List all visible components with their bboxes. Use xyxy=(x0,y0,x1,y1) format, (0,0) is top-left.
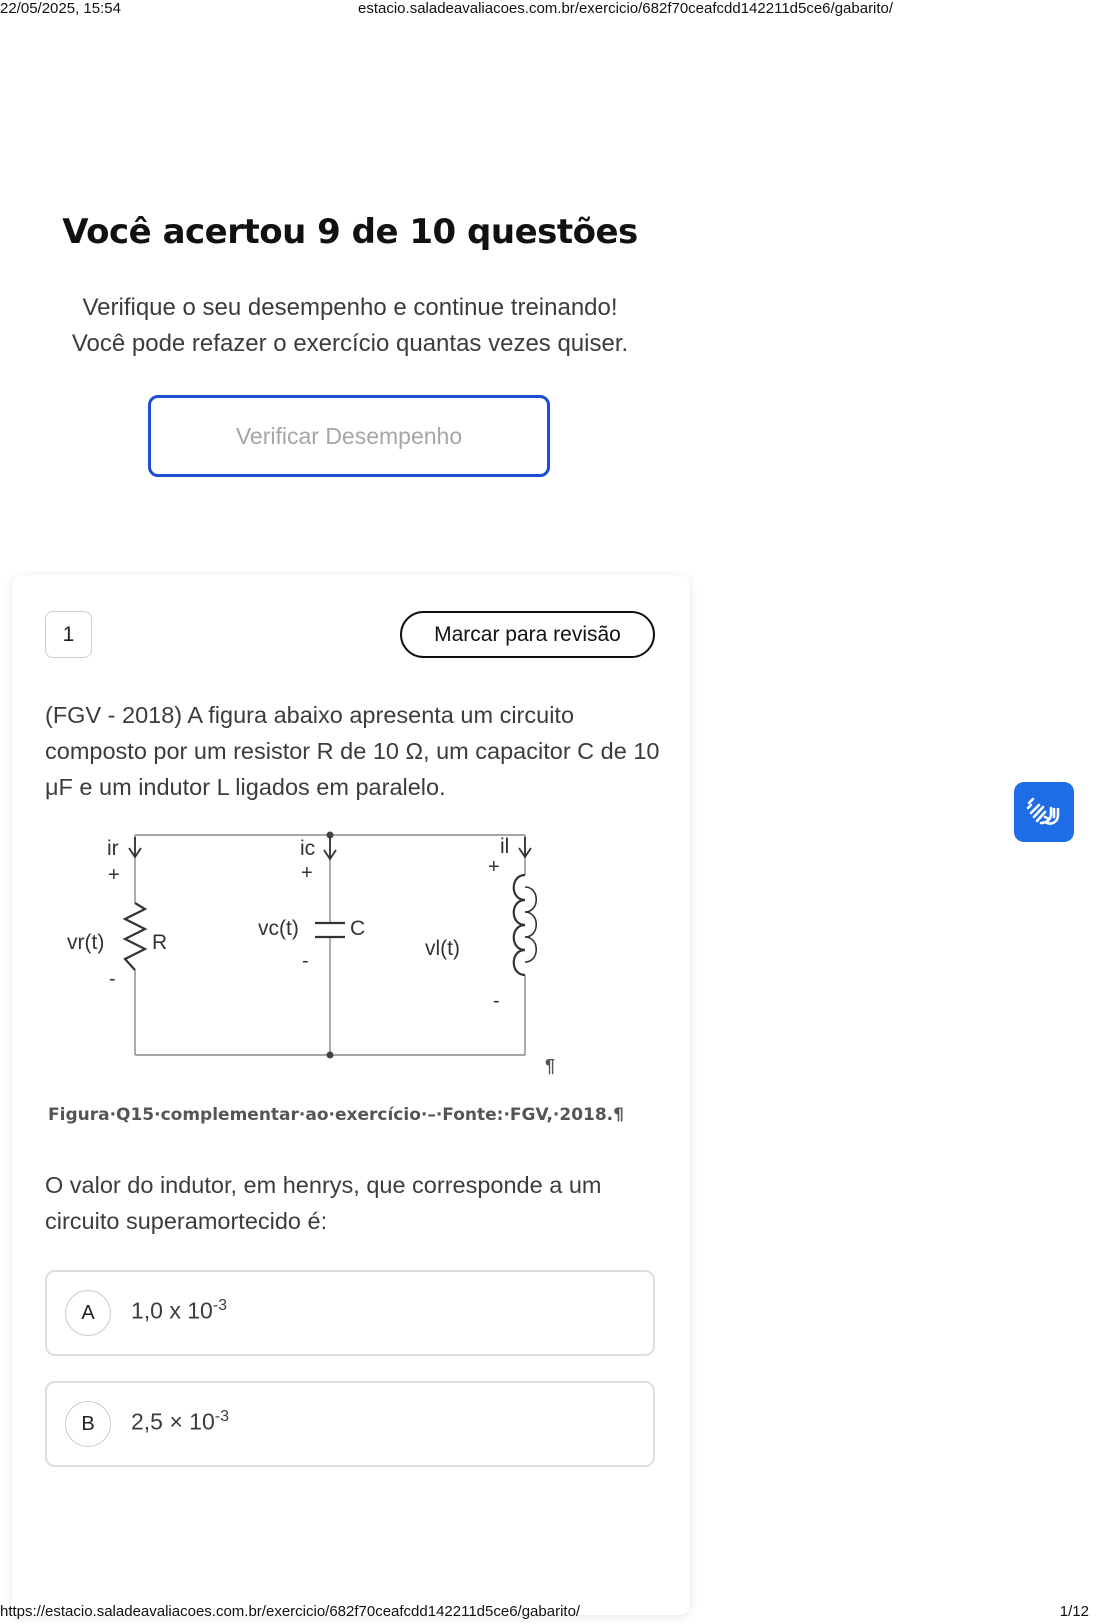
question-stem: (FGV - 2018) A figura abaixo apresenta um circuito composto por um resistor R de 10 Ω, um capacitor C de 10 μF e um indutor L ligados em paralelo. xyxy=(45,702,660,800)
result-subtitle-line2: Você pode refazer o exercício quantas vezes quiser. xyxy=(71,330,629,357)
print-page-number: 1/12 xyxy=(1059,1603,1089,1620)
result-title: Você acertou 9 de 10 questões xyxy=(62,212,638,252)
label-vr: vr(t) xyxy=(67,931,105,954)
option-a-letter: A xyxy=(65,1290,111,1336)
print-url: estacio.saladeavaliacoes.com.br/exercicio/682f70ceafcdd142211d5ce6/gabarito/ xyxy=(358,0,894,17)
label-ic: ic xyxy=(300,837,316,860)
label-minus-c: - xyxy=(302,950,309,972)
label-minus-l: - xyxy=(493,990,500,1012)
option-a[interactable] xyxy=(45,1270,655,1356)
label-vl: vl(t) xyxy=(425,937,460,960)
label-minus-r: - xyxy=(109,968,116,990)
result-subtitle-line1: Verifique o seu desempenho e continue treinando! xyxy=(82,294,618,321)
option-b-base: 2,5 × 10 xyxy=(131,1408,215,1435)
label-plus-r: + xyxy=(108,864,120,886)
question-prompt: O valor do indutor, em henrys, que corresponde a um circuito superamortecido é: xyxy=(45,1172,602,1234)
label-plus-c: + xyxy=(301,862,313,884)
print-header xyxy=(0,0,1097,20)
sign-language-button[interactable] xyxy=(1014,782,1074,842)
label-R: R xyxy=(152,931,168,954)
label-ir: ir xyxy=(107,837,119,860)
option-b-letter: B xyxy=(65,1401,111,1447)
option-a-base: 1,0 x 10 xyxy=(131,1297,213,1324)
option-b[interactable] xyxy=(45,1381,655,1467)
sign-language-hands-icon xyxy=(1025,793,1063,831)
print-footer xyxy=(0,1603,1097,1623)
label-C: C xyxy=(350,917,366,940)
figure-caption: Figura·Q15·complementar·ao·exercício·–·Fonte:·FGV,·2018.¶ xyxy=(48,1105,624,1125)
option-b-text xyxy=(131,1408,229,1436)
circuit-figure xyxy=(45,815,605,1145)
label-vc: vc(t) xyxy=(258,917,299,940)
question-number: 1 xyxy=(45,611,92,658)
verify-performance-button[interactable]: Verificar Desempenho xyxy=(148,395,550,477)
option-a-exponent: -3 xyxy=(212,1297,228,1314)
mark-for-review-button[interactable]: Marcar para revisão xyxy=(400,611,655,658)
result-subtitle xyxy=(0,290,700,362)
print-footer-url: https://estacio.saladeavaliacoes.com.br/exercicio/682f70ceafcdd142211d5ce6/gabarito/ xyxy=(0,1603,581,1620)
option-a-text xyxy=(131,1297,227,1325)
print-datetime: 22/05/2025, 15:54 xyxy=(0,0,121,17)
option-b-exponent: -3 xyxy=(214,1408,230,1425)
label-il: il xyxy=(500,835,510,858)
label-plus-l: + xyxy=(488,856,500,878)
label-pilcrow: ¶ xyxy=(545,1056,556,1076)
